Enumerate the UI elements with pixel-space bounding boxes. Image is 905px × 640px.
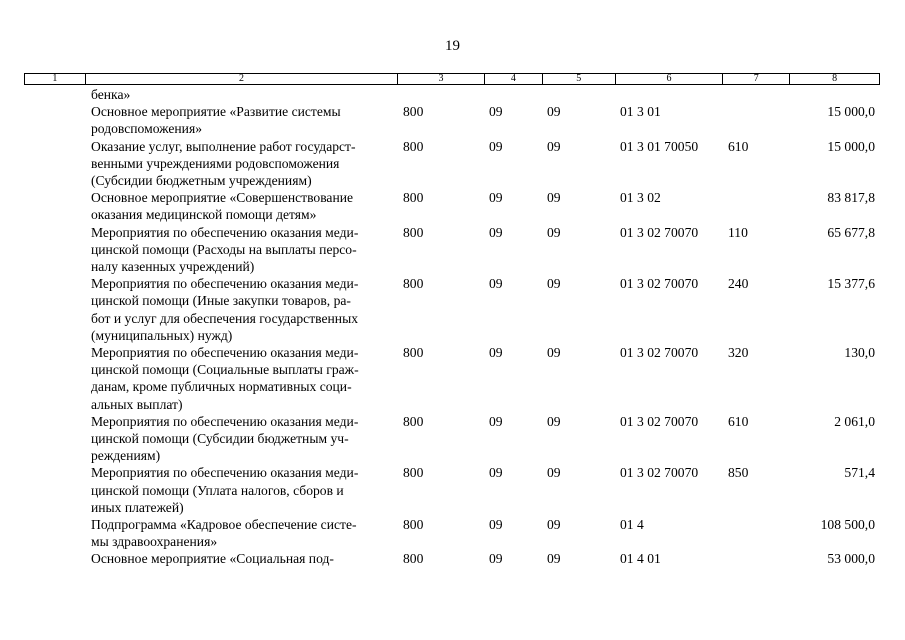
row-name-line: Мероприятия по обеспечению оказания меди- — [91, 465, 359, 481]
table-row — [0, 464, 905, 516]
cell-c5: 09 — [547, 104, 561, 120]
row-name-line: мы здравоохранения» — [91, 534, 218, 550]
row-name — [91, 138, 391, 190]
cell-c4: 09 — [489, 276, 503, 292]
cell-c6: 01 3 01 — [620, 104, 661, 120]
column-header-8: 8 — [832, 73, 838, 84]
cell-c3: 800 — [403, 465, 424, 481]
cell-c5: 09 — [547, 516, 561, 532]
table-row — [0, 275, 905, 344]
cell-c7: 320 — [728, 344, 749, 360]
cell-c4: 09 — [489, 190, 503, 206]
table-header-row — [24, 73, 880, 85]
row-name-line: Мероприятия по обеспечению оказания меди- — [91, 413, 359, 429]
cell-c4: 09 — [489, 516, 503, 532]
row-name-line: венными учреждениями родовспоможения — [91, 155, 340, 171]
cell-c5: 09 — [547, 551, 561, 567]
row-name-line: бенка» — [91, 87, 131, 102]
cell-c8: 65 677,8 — [827, 224, 875, 240]
cell-c3: 800 — [403, 224, 424, 240]
row-name — [91, 275, 391, 344]
row-name — [91, 224, 391, 276]
table-row — [0, 516, 905, 550]
row-name-line: иных платежей) — [91, 499, 184, 515]
cell-c6: 01 3 02 — [620, 190, 661, 206]
row-name-line: Оказание услуг, выполнение работ государст- — [91, 138, 356, 154]
cell-c5: 09 — [547, 344, 561, 360]
row-name-line: Подпрограмма «Кадровое обеспечение систе- — [91, 516, 357, 532]
column-header-5: 5 — [543, 74, 616, 84]
cell-c4: 09 — [489, 551, 503, 567]
cell-c4: 09 — [489, 224, 503, 240]
cell-c8: 571,4 — [844, 465, 875, 481]
row-name-line: цинской помощи (Расходы на выплаты персо- — [91, 241, 357, 257]
cell-c4: 09 — [489, 344, 503, 360]
table-body — [0, 86, 905, 568]
cell-c8: 83 817,8 — [827, 190, 875, 206]
column-header-6: 6 — [616, 74, 724, 84]
row-name-line: родовспоможения» — [91, 121, 203, 137]
cell-c6: 01 4 — [620, 516, 644, 532]
row-name-line: данам, кроме публичных нормативных соци- — [91, 379, 352, 395]
cell-c3: 800 — [403, 104, 424, 120]
row-name-line: альных выплат) — [91, 396, 183, 412]
cell-c4: 09 — [489, 138, 503, 154]
row-name — [91, 550, 391, 567]
column-header-1: 1 — [25, 74, 86, 84]
cell-c5: 09 — [547, 413, 561, 429]
cell-c5: 09 — [547, 138, 561, 154]
cell-c4: 09 — [489, 104, 503, 120]
row-name-line: Мероприятия по обеспечению оказания меди- — [91, 276, 359, 292]
row-name — [91, 516, 391, 550]
column-header-2: 2 — [86, 74, 398, 84]
cell-c4: 09 — [489, 413, 503, 429]
table-row — [0, 103, 905, 137]
cell-c7: 610 — [728, 413, 749, 429]
cell-c3: 800 — [403, 344, 424, 360]
row-name-line: оказания медицинской помощи детям» — [91, 207, 317, 223]
table-row — [0, 413, 905, 465]
cell-c8: 130,0 — [844, 344, 875, 360]
row-name-line: (муниципальных) нужд) — [91, 327, 233, 343]
row-name — [91, 413, 391, 465]
row-name — [91, 103, 391, 137]
cell-c6: 01 3 02 70070 — [620, 276, 699, 292]
cell-c5: 09 — [547, 224, 561, 240]
cell-c3: 800 — [403, 276, 424, 292]
column-header-3: 3 — [398, 74, 485, 84]
row-name-line: Основное мероприятие «Социальная под- — [91, 551, 334, 567]
cell-c6: 01 4 01 — [620, 551, 661, 567]
cell-c3: 800 — [403, 551, 424, 567]
cell-c8: 15 000,0 — [827, 138, 875, 154]
table-row — [0, 344, 905, 413]
row-name-line: (Субсидии бюджетным учреждениям) — [91, 172, 312, 188]
cell-c6: 01 3 02 70070 — [620, 224, 699, 240]
row-name-line: Основное мероприятие «Развитие системы — [91, 104, 341, 120]
column-header-4: 4 — [485, 74, 543, 84]
cell-c7: 850 — [728, 465, 749, 481]
row-name-line: Основное мероприятие «Совершенствование — [91, 190, 354, 206]
cell-c6: 01 3 02 70070 — [620, 465, 699, 481]
cell-c5: 09 — [547, 276, 561, 292]
cell-c6: 01 3 02 70070 — [620, 413, 699, 429]
table-row — [0, 550, 905, 567]
column-header-7: 7 — [723, 74, 790, 84]
row-name — [91, 344, 391, 413]
table-row — [0, 138, 905, 190]
cell-c3: 800 — [403, 413, 424, 429]
row-name-line: Мероприятия по обеспечению оказания меди- — [91, 224, 359, 240]
table-row — [0, 224, 905, 276]
row-name-line: цинской помощи (Субсидии бюджетным уч- — [91, 430, 349, 446]
cell-c5: 09 — [547, 190, 561, 206]
cell-c6: 01 3 01 70050 — [620, 138, 699, 154]
cell-c6: 01 3 02 70070 — [620, 344, 699, 360]
cell-c3: 800 — [403, 516, 424, 532]
cell-c3: 800 — [403, 190, 424, 206]
page-number: 19 — [445, 38, 460, 54]
table-row — [0, 86, 905, 103]
cell-c8: 15 000,0 — [827, 104, 875, 120]
row-name-line: цинской помощи (Социальные выплаты граж- — [91, 362, 359, 378]
cell-c7: 610 — [728, 138, 749, 154]
cell-c5: 09 — [547, 465, 561, 481]
cell-c3: 800 — [403, 138, 424, 154]
row-name-line: налу казенных учреждений) — [91, 258, 255, 274]
cell-c7: 110 — [728, 224, 748, 240]
row-name — [91, 86, 391, 103]
row-name-line: цинской помощи (Иные закупки товаров, ра- — [91, 293, 351, 309]
table-row — [0, 189, 905, 223]
cell-c8: 53 000,0 — [827, 551, 875, 567]
cell-c4: 09 — [489, 465, 503, 481]
cell-c8: 2 061,0 — [834, 413, 875, 429]
cell-c8: 15 377,6 — [827, 276, 875, 292]
row-name-line: Мероприятия по обеспечению оказания меди- — [91, 344, 359, 360]
row-name-line: цинской помощи (Уплата налогов, сборов и — [91, 482, 344, 498]
row-name-line: бот и услуг для обеспечения государственных — [91, 310, 359, 326]
cell-c7: 240 — [728, 276, 749, 292]
row-name — [91, 464, 391, 516]
row-name-line: реждениям) — [91, 448, 161, 464]
row-name — [91, 189, 391, 223]
cell-c8: 108 500,0 — [820, 516, 875, 532]
